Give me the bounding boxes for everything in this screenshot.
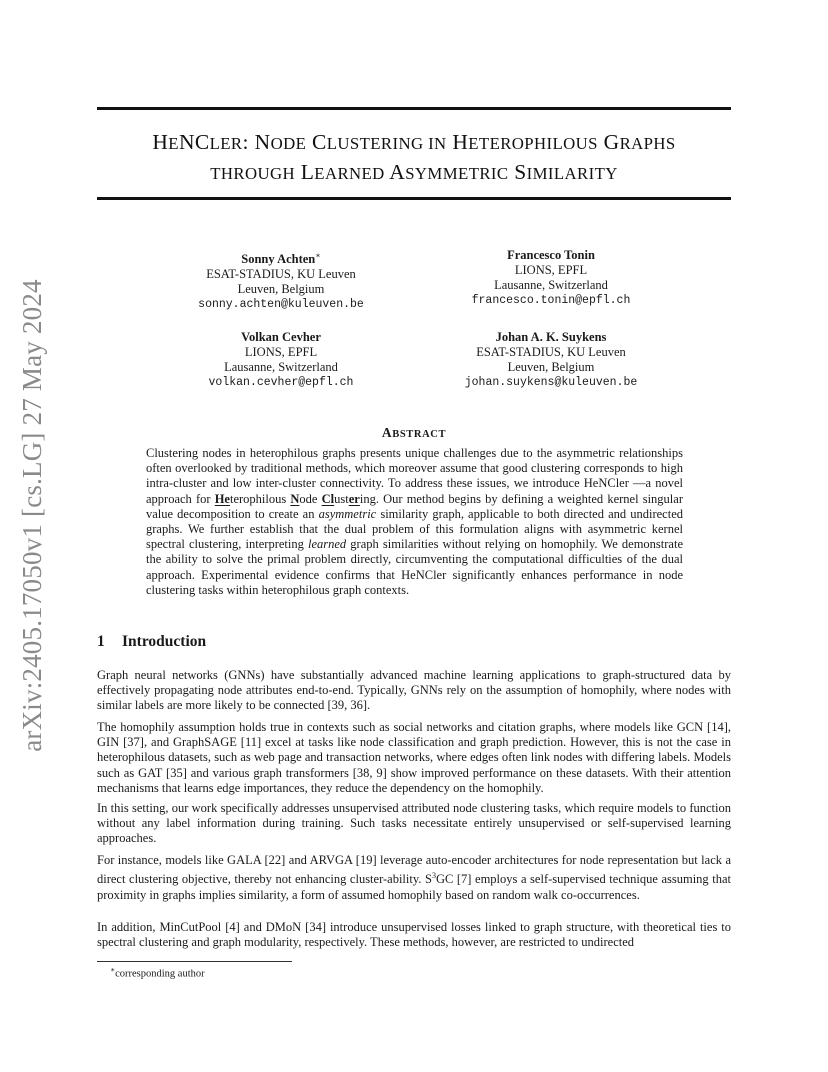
author-location: Lausanne, Switzerland <box>224 360 338 374</box>
author-email[interactable]: francesco.tonin@epfl.ch <box>471 294 631 307</box>
author-location: Leuven, Belgium <box>507 360 595 374</box>
author-block-suykens <box>436 330 666 390</box>
footnote-rule <box>97 961 292 962</box>
section-title: Introduction <box>122 633 207 650</box>
paragraph-2: The homophily assumption holds true in contexts such as social networks and citation graphs, where models like GCN [14], GIN [37], and GraphSAGE [11] excel at tasks like node classification and graph prediction. However, this is not the case in heterophilous datasets, such as web page and transaction networks, where edges often link nodes with differing labels. Models such as GAT [35] and various graph transformers [38, 9] show improved performance on these datasets. With their attention mechanisms that learns edge importances, they reduce the dependency on the homophily. <box>97 720 731 795</box>
paragraph-1: Graph neural networks (GNNs) have substantially advanced machine learning applications to graph-structured data by effectively propagating node attributes end-to-end. Typically, GNNs rely on the assumption of homophily, where nodes with similar labels are more likely to be connected [39, 36]. <box>97 668 731 713</box>
paragraph-4: For instance, models like GALA [22] and ARVGA [19] leverage auto-encoder architectures for node representation but lack a direct clustering objective, thereby not enhancing cluster-ability. $S^3GC$ [7] employs a self-supervised technique assuming that proximity in graphs implies similarity, a form of assumed homophily based on random walk co-occurrences. <box>97 853 731 902</box>
abstract-heading: ABSTRACT <box>381 425 447 440</box>
author-block-achten <box>166 248 396 312</box>
footnote-mark: ∗ <box>110 965 116 974</box>
title-line-1: HENCLER: NODE CLUSTERING IN HETEROPHILOUS GRAPHS <box>152 130 676 154</box>
author-name: Sonny Achten∗ <box>241 251 321 267</box>
paper-title <box>97 128 731 188</box>
author-affiliation: LIONS, EPFL <box>514 263 588 277</box>
abstract-text: Clustering nodes in heterophilous graphs presents unique challenges due to the asymmetric relationships often overlooked by traditional methods, which moreover assume that good clustering corresponds to high intra-cluster and low inter-cluster connectivity. To address these issues, we introduce HeNCler —a novel approach for Heterophilous Node Clustering. Our method begins by defining a weighted kernel singular value decomposition to create an asymmetric similarity graph, applicable to both directed and undirected graphs. We further establish that the dual problem of this formulation aligns with asymmetric kernel spectral clustering, interpreting learned graph similarities without relying on homophily. We demonstrate the ability to solve the primal problem directly, circumventing the computational difficulties of the dual approach. Experimental evidence confirms that HeNCler significantly enhances performance in node clustering tasks within heterophilous graph contexts. <box>146 446 683 597</box>
arxiv-identifier-sidebar <box>14 270 50 760</box>
author-email[interactable]: johan.suykens@kuleuven.be <box>464 376 638 389</box>
paragraph-5: In addition, MinCutPool [4] and DMoN [34] introduce unsupervised losses linked to graph structure, with theoretical ties to spectral clustering and graph modularity, respectively. These methods, however, are restricted to undirected <box>97 920 731 950</box>
paragraph-3: In this setting, our work specifically addresses unsupervised attributed node clustering tasks, which require models to function without any label information during training. Such tasks necessitate entirely unsupervised or self-supervised learning approaches. <box>97 801 731 846</box>
section-number: 1 <box>97 633 105 650</box>
title-top-rule <box>97 107 731 110</box>
author-affiliation: ESAT-STADIUS, KU Leuven <box>206 267 356 282</box>
author-name: Francesco Tonin <box>507 248 595 262</box>
title-line-2: THROUGH LEARNED ASYMMETRIC SIMILARITY <box>210 160 618 184</box>
author-email[interactable]: sonny.achten@kuleuven.be <box>198 298 364 312</box>
author-location: Lausanne, Switzerland <box>494 278 608 292</box>
corresponding-mark: ∗ <box>315 251 321 260</box>
author-block-cevher <box>166 330 396 390</box>
author-affiliation: ESAT-STADIUS, KU Leuven <box>476 345 626 359</box>
author-name: Johan A. K. Suykens <box>495 330 607 344</box>
author-affiliation: LIONS, EPFL <box>244 345 318 359</box>
author-location: Leuven, Belgium <box>237 282 325 297</box>
footnote <box>110 963 205 981</box>
title-bottom-rule <box>97 197 731 200</box>
footnote-text: corresponding author <box>115 968 205 980</box>
author-block-tonin <box>436 248 666 308</box>
author-name: Volkan Cevher <box>241 330 321 344</box>
section-heading-introduction <box>97 633 206 651</box>
arxiv-identifier: arXiv:2405.17050v1 [cs.LG] 27 May 2024 <box>16 278 47 752</box>
author-email[interactable]: volkan.cevher@epfl.ch <box>208 376 354 389</box>
